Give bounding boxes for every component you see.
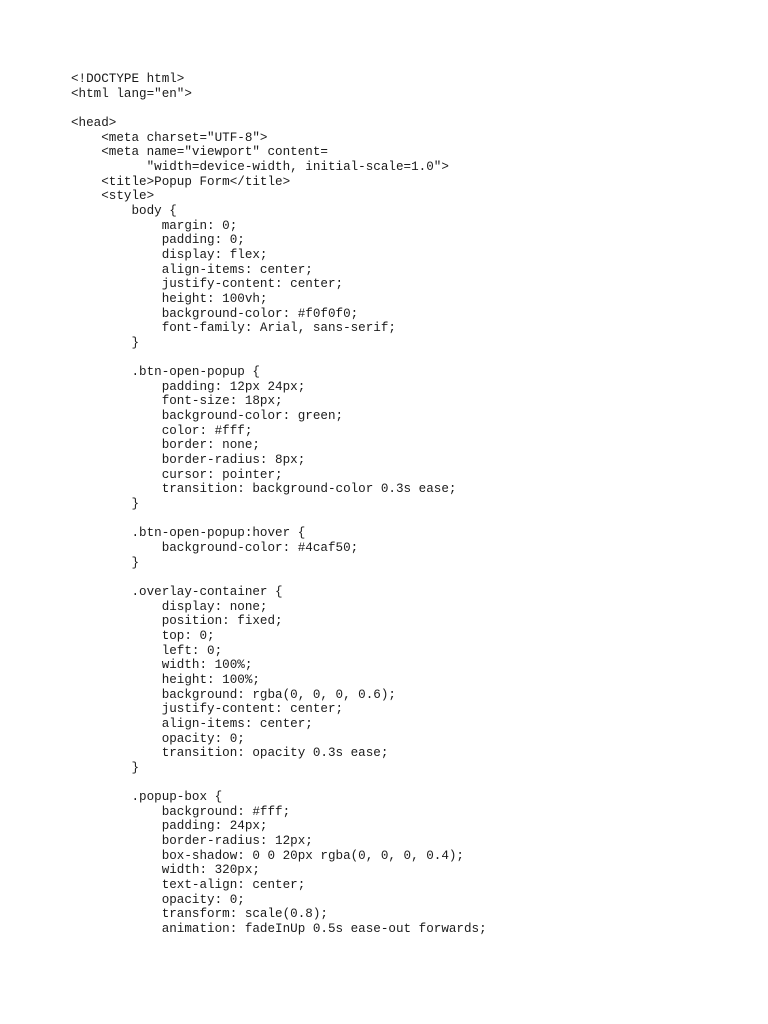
code-line: margin: 0; bbox=[71, 218, 238, 233]
code-line: background-color: #f0f0f0; bbox=[71, 306, 359, 321]
code-line: align-items: center; bbox=[71, 262, 313, 277]
code-listing bbox=[71, 72, 487, 937]
code-line: background-color: #4caf50; bbox=[71, 541, 359, 555]
code-line: .btn-open-popup { bbox=[71, 365, 260, 380]
code-line: "width=device-width, initial-scale=1.0"> bbox=[71, 159, 449, 174]
code-line: opacity: 0; bbox=[71, 892, 245, 907]
code-line: background: rgba(0, 0, 0, 0.6); bbox=[71, 687, 396, 702]
code-line: text-align: center; bbox=[71, 878, 306, 893]
code-line: padding: 24px; bbox=[71, 819, 268, 834]
code-line: border: none; bbox=[71, 438, 260, 453]
code-line bbox=[71, 512, 487, 527]
code-line: width: 320px; bbox=[71, 863, 260, 878]
code-line bbox=[71, 101, 487, 116]
code-line: height: 100%; bbox=[71, 672, 260, 687]
code-line: <meta name="viewport" content= bbox=[71, 145, 328, 160]
code-line: transition: background-color 0.3s ease; bbox=[71, 482, 457, 497]
code-line: <html lang="en"> bbox=[71, 86, 192, 101]
code-line: height: 100vh; bbox=[71, 291, 268, 306]
code-line: left: 0; bbox=[71, 643, 223, 658]
code-line: cursor: pointer; bbox=[71, 467, 283, 482]
code-line: .overlay-container { bbox=[71, 584, 283, 599]
code-line: font-family: Arial, sans-serif; bbox=[71, 321, 396, 336]
code-line bbox=[71, 776, 487, 791]
code-line: .btn-open-popup:hover { bbox=[71, 526, 306, 541]
code-line: padding: 12px 24px; bbox=[71, 379, 306, 394]
code-line: .popup-box { bbox=[71, 790, 223, 805]
code-line: } bbox=[71, 555, 140, 570]
code-line: transition: opacity 0.3s ease; bbox=[71, 746, 389, 761]
code-line: animation: fadeInUp 0.5s ease-out forwards; bbox=[71, 922, 487, 937]
code-line: } bbox=[71, 760, 140, 775]
code-line: position: fixed; bbox=[71, 614, 283, 629]
code-line: width: 100%; bbox=[71, 658, 253, 673]
code-line: background-color: green; bbox=[71, 409, 344, 424]
code-line bbox=[71, 570, 487, 585]
code-line: opacity: 0; bbox=[71, 731, 245, 746]
code-line: border-radius: 8px; bbox=[71, 453, 306, 468]
code-line: justify-content: center; bbox=[71, 702, 344, 717]
code-line: padding: 0; bbox=[71, 233, 245, 248]
code-line: transform: scale(0.8); bbox=[71, 907, 328, 922]
code-line: justify-content: center; bbox=[71, 277, 344, 292]
code-line: display: flex; bbox=[71, 247, 268, 262]
code-line: <meta charset="UTF-8"> bbox=[71, 130, 268, 145]
code-line: } bbox=[71, 335, 140, 350]
code-line: <!DOCTYPE html> bbox=[71, 72, 185, 86]
code-line: color: #fff; bbox=[71, 423, 253, 438]
code-line bbox=[71, 350, 487, 365]
code-line: <head> bbox=[71, 115, 117, 130]
code-line: <style> bbox=[71, 189, 155, 204]
code-line: background: #fff; bbox=[71, 804, 291, 819]
code-line: display: none; bbox=[71, 599, 268, 614]
code-line: } bbox=[71, 497, 140, 512]
code-line: align-items: center; bbox=[71, 716, 313, 731]
code-line: border-radius: 12px; bbox=[71, 834, 313, 849]
code-line: <title>Popup Form</title> bbox=[71, 174, 291, 189]
code-line: top: 0; bbox=[71, 628, 215, 643]
code-line: box-shadow: 0 0 20px rgba(0, 0, 0, 0.4); bbox=[71, 848, 464, 863]
code-line: body { bbox=[71, 203, 177, 218]
code-line: font-size: 18px; bbox=[71, 394, 283, 409]
